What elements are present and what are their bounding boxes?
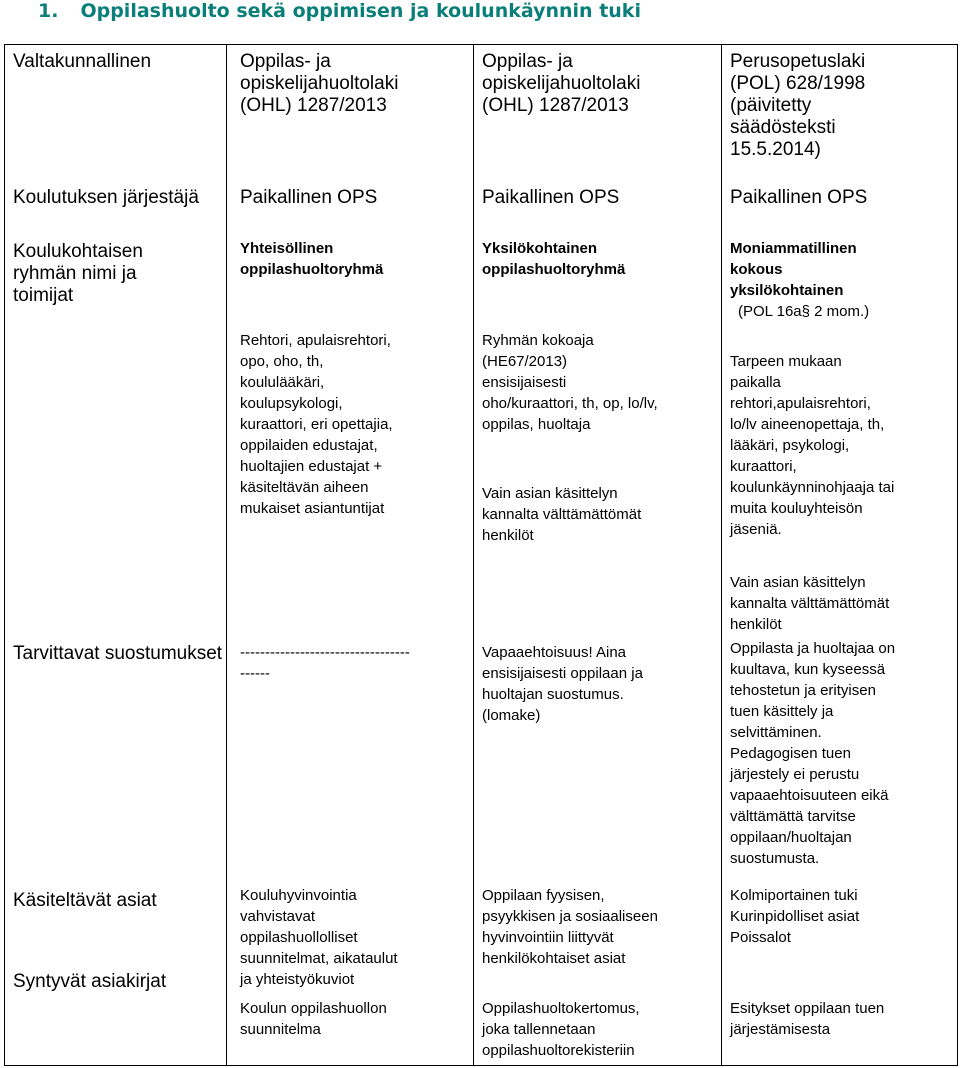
page-title [38, 0, 641, 22]
col2-documents: Koulun oppilashuollon suunnitelma [240, 1000, 387, 1038]
col3-matters: Oppilaan fyysisen, psyykkisen ja sosiaaliseen hyvinvointiin liittyvät henkilökohtaiset asiat [482, 887, 658, 967]
row-header-matters: Käsiteltävät asiat [13, 890, 157, 911]
col4-ops: Paikallinen OPS [730, 187, 868, 208]
col3-ops: Paikallinen OPS [482, 187, 620, 208]
title-number: 1. [38, 0, 59, 22]
row-header-consents: Tarvittavat suostumukset [13, 643, 223, 664]
col4-group-name: Moniammatillinen kokous yksilökohtainen [730, 240, 857, 299]
col3-necessary: Vain asian käsittelyn kannalta välttämättömät henkilöt [482, 485, 642, 544]
row-header-group: Koulukohtaisen ryhmän nimi ja toimijat [13, 241, 143, 306]
row-header-organizer: Koulutuksen järjestäjä [13, 187, 199, 208]
col2-ops: Paikallinen OPS [240, 187, 378, 208]
col3-documents: Oppilashuoltokertomus, joka tallennetaan oppilashuoltorekisteriin [482, 1000, 640, 1059]
column-divider [721, 45, 722, 1065]
col4-documents: Esitykset oppilaan tuen järjestämisesta [730, 1000, 885, 1038]
col2-law: Oppilas- ja opiskelijahuoltolaki (OHL) 1287/2013 [240, 51, 399, 116]
col3-group-name: Yksilökohtainen oppilashuoltoryhmä [482, 240, 626, 278]
title-text: Oppilashuolto sekä oppimisen ja koulunkäynnin tuki [80, 0, 641, 22]
col3-consents: Vapaaehtoisuus! Aina ensisijaisesti oppilaan ja huoltajan suostumus. (lomake) [482, 644, 643, 724]
col2-members: Rehtori, apulaisrehtori, opo, oho, th, koululääkäri, koulupsykologi, kuraattori, eri opettajia, oppilaiden edustajat, huoltajien edustajat + käsiteltävän aiheen mukaiset asiantuntijat [240, 332, 393, 517]
col4-necessary: Vain asian käsittelyn kannalta välttämättömät henkilöt [730, 574, 890, 633]
col3-members: Ryhmän kokoaja (HE67/2013) ensisijaisesti oho/kuraattori, th, op, lo/lv, oppilas, huoltaja [482, 332, 658, 433]
row-header-national: Valtakunnallinen [13, 51, 152, 72]
row-header-documents: Syntyvät asiakirjat [13, 971, 167, 992]
col3-law: Oppilas- ja opiskelijahuoltolaki (OHL) 1287/2013 [482, 51, 641, 116]
column-divider [226, 45, 227, 1065]
column-divider [473, 45, 474, 1065]
col4-matters: Kolmiportainen tuki Kurinpidolliset asiat Poissalot [730, 887, 860, 946]
col2-matters: Kouluhyvinvointia vahvistavat oppilashuollolliset suunnitelmat, aikataulut ja yhteistyökuviot [240, 887, 398, 988]
col4-law: Perusopetuslaki (POL) 628/1998 (päivitetty säädösteksti 15.5.2014) [730, 51, 866, 160]
col4-group-ref: (POL 16a§ 2 mom.) [738, 303, 870, 320]
col4-consents: Oppilasta ja huoltajaa on kuultava, kun kyseessä tehostetun ja erityisen tuen käsittely ja selvittäminen. Pedagogisen tuen järjestely ei perustu vapaaehtoisuuteen eikä välttämättä tarvitse oppilaan/huoltajan suostumusta. [730, 640, 896, 867]
col2-consents: ---------------------------------- ------ [240, 644, 410, 682]
col2-group-name: Yhteisöllinen oppilashuoltoryhmä [240, 240, 384, 278]
support-table [4, 44, 958, 1066]
col4-members: Tarpeen mukaan paikalla rehtori,apulaisrehtori, lo/lv aineenopettaja, th, lääkäri, psykologi, kuraattori, koulunkäynninohjaaja tai muita kouluyhteisön jäseniä. [730, 353, 895, 538]
